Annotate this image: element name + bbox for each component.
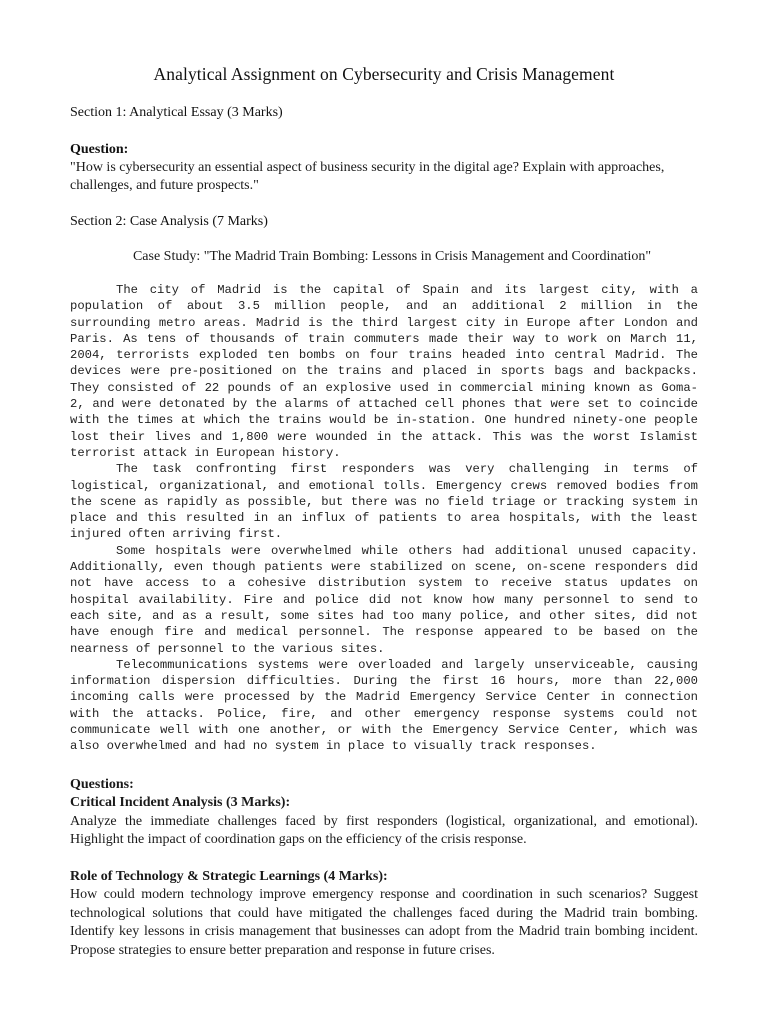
question2-text: How could modern technology improve emergency response and coordination in such scenarios? Suggest technological solutions that could have mitigated the challenges faced during the Madrid train bombing. Identify key lessons in crisis management that businesses can adopt from the Madrid train bombing incident. Propose strategies to ensure better preparation and response in future crises. bbox=[70, 887, 698, 958]
case-study-body bbox=[70, 282, 698, 755]
questions-section bbox=[70, 776, 698, 961]
page-title: Analytical Assignment on Cybersecurity and Crisis Management bbox=[153, 64, 615, 84]
question1-title: Critical Incident Analysis (3 Marks): bbox=[70, 795, 291, 811]
section1-heading: Section 1: Analytical Essay (3 Marks) bbox=[70, 105, 283, 120]
essay-question: "How is cybersecurity an essential aspect of business security in the digital age? Explain with approaches, challenges, and future prospects." bbox=[70, 160, 665, 193]
case-paragraph: Some hospitals were overwhelmed while others had additional unused capacity. Additionally, even though patients were stabilized on scene, on-scene responders did not have access to a cohesive distribution system to receive status updates on hospital availability. Fire and police did not know how many personnel to send to each site, and as a result, some sites had too many police, and other sites, did not have enough fire and medical personnel. The response appeared to be based on the nearness of personnel to the various sites. bbox=[70, 543, 698, 656]
question2-title: Role of Technology & Strategic Learnings (4 Marks): bbox=[70, 868, 388, 884]
case-paragraph: The city of Madrid is the capital of Spain and its largest city, with a population of about 3.5 million people, and an additional 2 million in the surrounding metro areas. Madrid is the third largest city in Europe after London and Paris. As tens of thousands of train commuters made their way to work on March 11, 2004, terrorists exploded ten bombs on four trains headed into central Madrid. The devices were pre-positioned on the trains and placed in sports bags and backpacks. They consisted of 22 pounds of an explosive used in commercial mining known as Goma-2, and were detonated by the alarms of attached cell phones that were set to coincide with the times at which the trains would be in-station. One hundred ninety-one people lost their lives and 1,800 were wounded in the attack. This was the worst Islamist terrorist attack in European history. bbox=[70, 283, 698, 460]
case-paragraph: The task confronting first responders was very challenging in terms of logistical, organizational, and emotional tolls. Emergency crews removed bodies from the scene as rapidly as possible, but there was no field triage or tracking system in place and this resulted in an influx of patients to area hospitals, with the least injured often arriving first. bbox=[70, 462, 698, 542]
case-study-title: Case Study: "The Madrid Train Bombing: Lessons in Crisis Management and Coordination" bbox=[132, 249, 652, 264]
questions-heading: Questions: bbox=[70, 776, 134, 792]
question-label: Question: bbox=[70, 142, 129, 157]
case-paragraph: Telecommunications systems were overloaded and largely unserviceable, causing information dispersion difficulties. During the first 16 hours, more than 22,000 incoming calls were processed by the Madrid Emergency Service Center in connection with the attacks. Police, fire, and other emergency response systems could not communicate well with one another, or with the Emergency Service Center, which was also overwhelmed and had no system in place to visually track responses. bbox=[70, 657, 698, 754]
question1-text: Analyze the immediate challenges faced by first responders (logistical, organizational, and emotional). Highlight the impact of coordination gaps on the efficiency of the crisis response. bbox=[70, 813, 698, 848]
section2-heading: Section 2: Case Analysis (7 Marks) bbox=[70, 214, 268, 229]
